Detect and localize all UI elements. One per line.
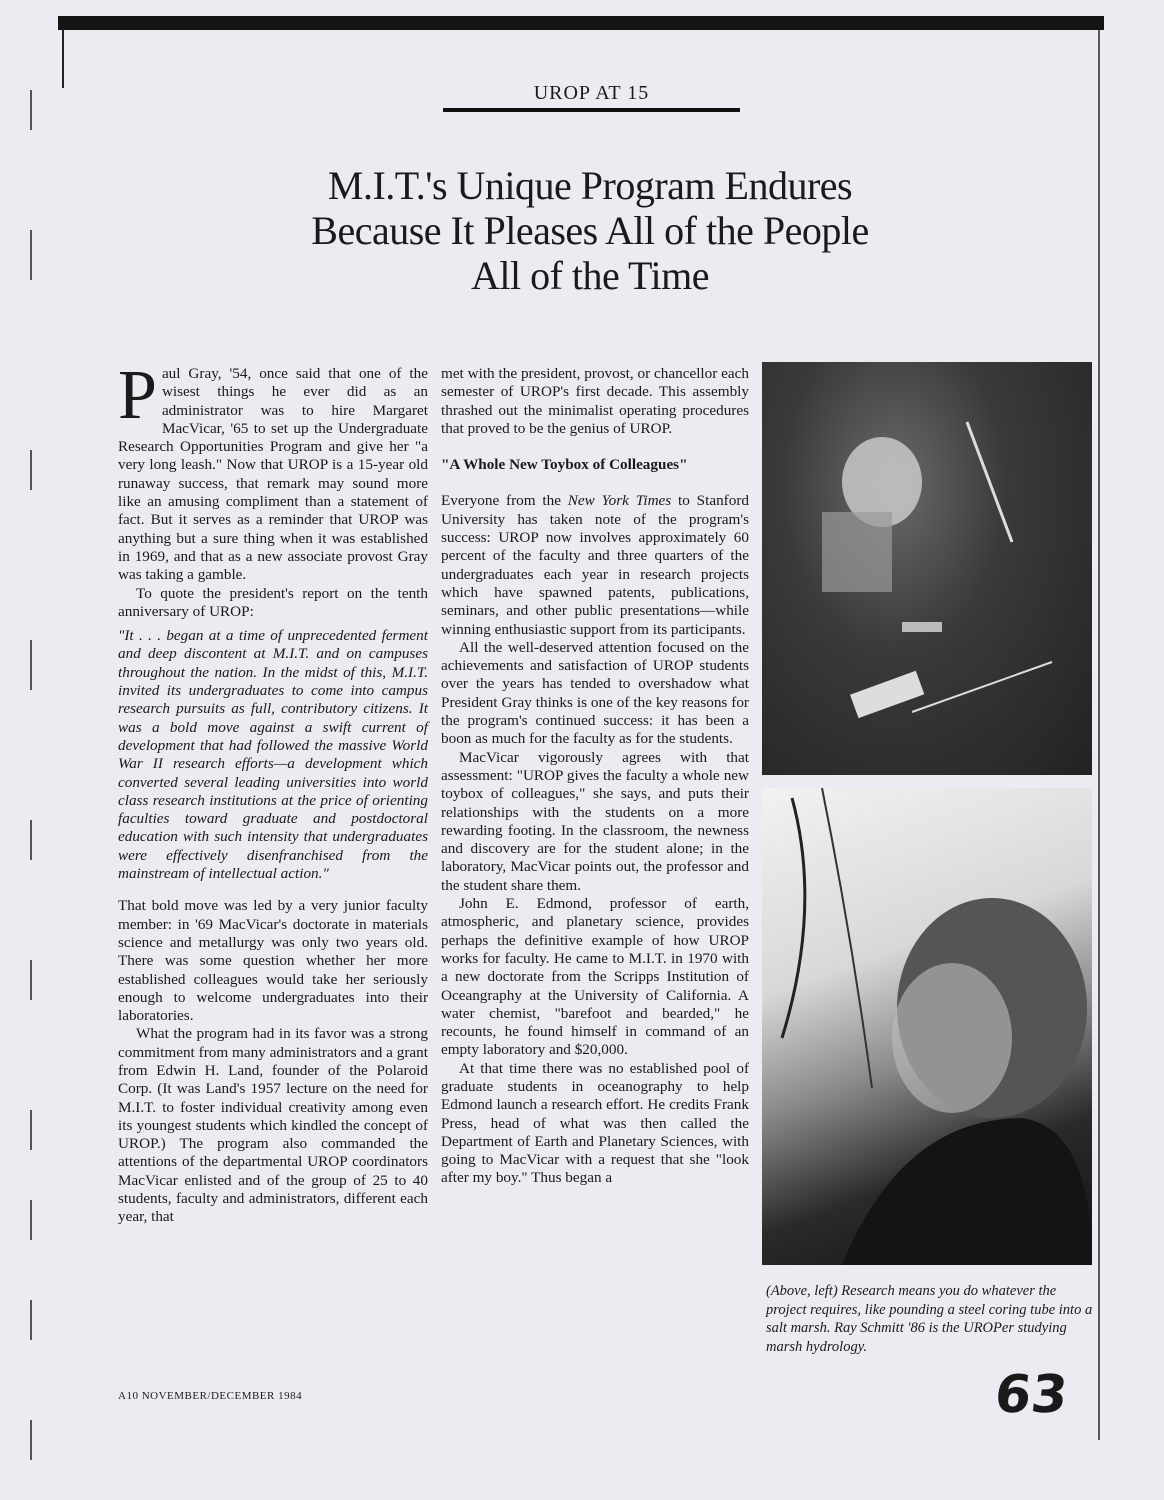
kicker-rule [443,108,740,112]
paragraph [441,492,749,638]
paragraph: At that time there was no established pool of graduate students in oceanography to help Edmond launch a research effort. He credits Frank Press, head of what was then called the Department of Earth and Planetary Sciences, with going to MacVicar with a request that she "look after my boy." Thus began a [441,1059,749,1187]
paragraph: met with the president, provost, or chancellor each semester of UROP's first decade. This assembly thrashed out the minimalist operating procedures that proved to be the genius of UROP. [441,365,749,437]
photo-macvicar-portrait [762,788,1092,1265]
page-footer: A10 NOVEMBER/DECEMBER 1984 [118,1390,303,1402]
scan-margin-marks [30,0,34,1500]
top-border-bar [58,16,1104,30]
title-line-3: All of the Time [470,253,710,298]
paragraph: John E. Edmond, professor of earth, atmospheric, and planetary science, provides perhaps the definitive example of how UROP works for faculty. He came to M.I.T. in 1970 with a new doctorate from the Scripps Institution of Oceangraphy at the University of California. A water chemist, "barefoot and bearded," he recounts, he found himself in command of an empty laboratory and $20,000. [441,895,749,1059]
paragraph: That bold move was led by a very junior faculty member: in '69 MacVicar's doctorate in materials science and metallurgy was only two years old. There was some question whether her more established colleagues would take her seriously enough to welcome undergraduates into their laboratories. [118,897,428,1025]
paragraph: MacVicar vigorously agrees with that assessment: "UROP gives the faculty a whole new toybox of colleagues," she says, and puts their relationships with the students on a more rewarding footing. In the classroom, the newness and discovery are for the student alone; in the laboratory, MacVicar points out, the professor and the student share them. [441,748,749,894]
photo-figure-portrait [762,788,1092,1265]
photo-caption: (Above, left) Research means you do whatever the project requires, like pounding a steel coring tube into a salt marsh. Ray Schmitt '86 is the UROPer studying marsh hydrology. [766,1283,1093,1355]
photo-marsh-coring [762,362,1092,775]
subheading: "A Whole New Toybox of Colleagues" [441,456,688,474]
title-line-2: Because It Pleases All of the People [311,208,869,253]
left-border-line [62,28,64,88]
paragraph [118,357,428,585]
paragraph-text: Everyone from the [441,492,568,510]
section-kicker: UROP AT 15 [533,82,650,104]
paragraph: All the well-deserved attention focused on the achievements and satisfaction of UROP students over the years has tended to overshadow what President Gray thinks is one of the key reasons for the program's continued success: it has been a boon as much for the faculty as for the students. [441,638,749,748]
paragraph-text: to Stanford University has taken note of the program's success: UROP now involves approximately 60 percent of the faculty and three quarters of the undergraduates each year in research projects which have spawned patents, publications, seminars, and other public presentations—while winning enthusiastic support from its participants. [441,492,749,638]
block-quote: "It . . . began at a time of unprecedented ferment and deep discontent at M.I.T. and on campuses throughout the nation. In the midst of this, M.I.T. invited its undergraduates to come into campus research pursuits as full, contributory citizens. It was a bold move against a swift current of development that had followed the massive World War II research efforts—a development which converted several leading universities into world class research institutions at the price of orienting faculties toward graduate and postdoctoral education with such intensity that undergraduates were effectively disenfranchised from the mainstream of intellectual action." [118,627,428,883]
article-title [180,163,1000,298]
photo-figure-student [762,362,1092,775]
paragraph-text: aul Gray, '54, once said that one of the wisest things he ever did as an administrator was to hire Margaret MacVicar, '65 to set up the Undergraduate Research Opportunities Program and give her "a very long leash." Now that UROP is a 15-year old runaway success, that remark may sound more like an amusing compliment than a statement of fact. But it serves as a reminder that UROP was anything but a sure thing when it was established in 1969, and that as a new associate provost Gray was taking a gamble. [118,365,428,584]
right-border-line [1098,30,1100,1440]
handwritten-page-number: 63 [991,1365,1071,1425]
article-column-2 [441,365,749,1188]
title-line-1: M.I.T.'s Unique Program Endures [327,163,853,208]
article-column-1 [118,357,428,1227]
publication-name: New York Times [567,492,672,510]
paragraph: To quote the president's report on the tenth anniversary of UROP: [118,584,428,620]
paragraph: What the program had in its favor was a strong commitment from many administrators and a grant from Edwin H. Land, founder of the Polaroid Corp. (It was Land's 1957 lecture on the need for M.I.T. to foster individual creativity among even its youngest students which kindled the concept of UROP.) The program also commanded the attentions of the departmental UROP coordinators MacVicar enlisted and of the group of 25 to 40 students, faculty and administrators, different each year, that [118,1025,428,1226]
drop-cap: P [118,357,157,434]
